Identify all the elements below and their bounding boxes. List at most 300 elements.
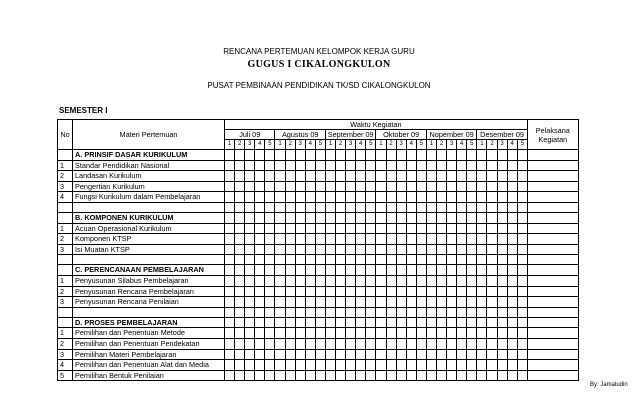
week-cell [487,181,497,192]
week-cell [336,328,346,339]
week-cell [467,181,477,192]
pelaksana-cell [527,160,578,171]
week-cell [487,202,497,212]
week-cell [487,286,497,297]
week-cell [265,370,275,381]
week-cell [346,150,356,161]
week-cell [275,150,285,161]
item-number: 3 [58,244,73,255]
week-cell [477,202,487,212]
week-cell [467,202,477,212]
week-number: 5 [517,140,527,150]
week-cell [447,297,457,308]
week-cell [497,202,507,212]
week-cell [376,255,386,265]
week-cell [457,349,467,360]
week-cell [517,360,527,371]
week-cell [285,160,295,171]
week-cell [315,360,325,371]
spacer-row [58,202,579,212]
week-cell [275,317,285,328]
week-cell [477,171,487,182]
week-cell [245,150,255,161]
week-cell [517,307,527,317]
week-cell [336,275,346,286]
week-cell [366,150,376,161]
week-cell [265,275,275,286]
week-cell [376,297,386,308]
week-cell [406,160,416,171]
week-cell [406,328,416,339]
week-cell [507,338,517,349]
week-cell [386,202,396,212]
week-cell [235,171,245,182]
week-cell [225,160,235,171]
week-cell [245,275,255,286]
week-cell [235,328,245,339]
week-cell [235,234,245,245]
week-cell [235,317,245,328]
week-cell [436,307,446,317]
week-cell [315,171,325,182]
week-cell [346,307,356,317]
week-cell [285,244,295,255]
week-cell [225,171,235,182]
week-cell [487,223,497,234]
week-cell [245,171,255,182]
week-cell [295,244,305,255]
week-cell [426,286,436,297]
week-cell [507,192,517,203]
week-cell [225,286,235,297]
week-cell [356,202,366,212]
week-number: 1 [376,140,386,150]
week-cell [507,275,517,286]
week-cell [517,234,527,245]
week-cell [517,328,527,339]
week-cell [467,275,477,286]
week-cell [436,338,446,349]
week-cell [315,255,325,265]
week-cell [507,234,517,245]
week-cell [305,223,315,234]
week-cell [325,150,335,161]
week-cell [295,234,305,245]
week-cell [396,181,406,192]
week-cell [517,212,527,223]
week-cell [346,192,356,203]
week-cell [406,349,416,360]
week-cell [396,360,406,371]
week-cell [457,192,467,203]
table-row [58,160,579,171]
week-cell [295,202,305,212]
week-cell [416,370,426,381]
week-cell [517,297,527,308]
week-cell [275,212,285,223]
week-cell [396,212,406,223]
week-cell [315,275,325,286]
week-cell [265,255,275,265]
week-cell [225,192,235,203]
week-cell [426,171,436,182]
week-cell [406,307,416,317]
pelaksana-cell [527,212,578,223]
week-cell [507,171,517,182]
week-cell [517,202,527,212]
week-cell [376,150,386,161]
week-cell [265,202,275,212]
week-cell [406,171,416,182]
week-cell [467,212,477,223]
week-cell [315,297,325,308]
week-cell [457,150,467,161]
doc-title: RENCANA PERTEMUAN KELOMPOK KERJA GURU [223,47,415,56]
section-title: B. KOMPONEN KURIKULUM [73,212,225,223]
week-cell [386,297,396,308]
table-row [58,234,579,245]
week-cell [315,160,325,171]
week-cell [366,338,376,349]
week-cell [235,150,245,161]
week-cell [467,265,477,276]
week-cell [487,297,497,308]
week-cell [376,202,386,212]
item-text: Pemilihan dan Penentuan Metode [73,328,225,339]
week-cell [275,181,285,192]
week-cell [295,265,305,276]
section-row [58,150,579,161]
pelaksana-cell [527,234,578,245]
week-number: 3 [447,140,457,150]
week-cell [416,328,426,339]
week-cell [305,349,315,360]
month-header: Nopember 09 [426,130,476,140]
week-cell [487,234,497,245]
week-cell [376,160,386,171]
week-cell [225,244,235,255]
week-cell [255,286,265,297]
week-cell [295,360,305,371]
week-cell [325,317,335,328]
week-cell [225,307,235,317]
week-cell [336,255,346,265]
week-cell [517,338,527,349]
spacer-row [58,255,579,265]
week-cell [447,212,457,223]
week-cell [265,317,275,328]
week-cell [245,360,255,371]
week-cell [457,370,467,381]
item-text: Penyusunan Rencana Pembelajaran [73,286,225,297]
week-cell [507,244,517,255]
week-cell [275,338,285,349]
week-cell [275,160,285,171]
week-cell [285,370,295,381]
week-cell [487,328,497,339]
schedule-table-body [58,150,579,381]
week-cell [447,275,457,286]
pelaksana-cell [527,181,578,192]
schedule-table [57,119,579,381]
section-row [58,265,579,276]
week-cell [376,212,386,223]
week-cell [386,265,396,276]
week-cell [305,275,315,286]
week-cell [497,192,507,203]
week-cell [477,307,487,317]
week-cell [497,150,507,161]
week-cell [285,286,295,297]
week-cell [396,255,406,265]
week-cell [497,255,507,265]
week-cell [346,360,356,371]
week-cell [285,192,295,203]
week-cell [436,349,446,360]
week-cell [436,171,446,182]
week-cell [396,297,406,308]
week-cell [245,265,255,276]
table-row [58,181,579,192]
week-cell [436,286,446,297]
week-cell [325,286,335,297]
week-cell [376,181,386,192]
week-cell [467,307,477,317]
week-cell [265,286,275,297]
week-cell [497,171,507,182]
schedule-table-header [58,120,579,150]
week-cell [507,181,517,192]
pelaksana-cell [527,307,578,317]
week-cell [447,192,457,203]
week-cell [426,255,436,265]
week-cell [426,192,436,203]
week-cell [386,160,396,171]
week-cell [305,171,315,182]
week-cell [255,223,265,234]
week-cell [487,192,497,203]
week-cell [467,192,477,203]
week-cell [366,234,376,245]
week-cell [305,328,315,339]
item-number: 2 [58,286,73,297]
week-cell [325,338,335,349]
week-cell [336,171,346,182]
week-cell [396,307,406,317]
week-cell [346,160,356,171]
no-cell [58,255,73,265]
week-cell [426,160,436,171]
month-header: Oktober 09 [376,130,426,140]
col-waktu-header: Waktu Kegiatan [225,120,528,130]
week-cell [255,307,265,317]
week-cell [305,265,315,276]
week-cell [356,234,366,245]
pelaksana-cell [527,255,578,265]
week-cell [386,317,396,328]
week-cell [376,275,386,286]
week-cell [436,244,446,255]
week-cell [235,265,245,276]
week-cell [336,181,346,192]
week-cell [477,160,487,171]
week-cell [386,181,396,192]
week-cell [235,370,245,381]
col-pelaksana-header: Pelaksana Kegiatan [527,120,578,150]
week-cell [235,244,245,255]
week-number: 2 [386,140,396,150]
week-cell [225,255,235,265]
month-header: September 09 [325,130,375,140]
week-cell [285,223,295,234]
materi-cell [73,307,225,317]
week-cell [436,265,446,276]
week-cell [467,150,477,161]
week-cell [487,150,497,161]
week-cell [356,212,366,223]
week-cell [517,192,527,203]
week-number: 5 [366,140,376,150]
week-cell [406,244,416,255]
week-cell [275,255,285,265]
week-cell [457,317,467,328]
week-cell [245,234,255,245]
week-number: 3 [396,140,406,150]
item-number: 2 [58,171,73,182]
week-number: 4 [356,140,366,150]
week-cell [285,275,295,286]
week-cell [325,275,335,286]
pelaksana-cell [527,286,578,297]
week-cell [507,255,517,265]
materi-cell [73,202,225,212]
week-cell [376,286,386,297]
week-cell [477,234,487,245]
week-cell [325,265,335,276]
week-cell [275,370,285,381]
week-cell [336,286,346,297]
week-cell [386,150,396,161]
week-cell [447,171,457,182]
week-cell [356,181,366,192]
week-cell [467,223,477,234]
week-cell [447,181,457,192]
week-cell [376,223,386,234]
week-cell [315,202,325,212]
week-cell [336,244,346,255]
week-cell [396,275,406,286]
week-cell [366,307,376,317]
week-number: 3 [497,140,507,150]
week-cell [467,255,477,265]
week-cell [315,349,325,360]
week-cell [275,234,285,245]
week-cell [235,212,245,223]
week-cell [295,255,305,265]
week-cell [325,307,335,317]
week-cell [235,202,245,212]
week-cell [285,317,295,328]
week-cell [225,275,235,286]
week-cell [336,338,346,349]
week-cell [255,192,265,203]
week-cell [315,328,325,339]
week-number: 1 [477,140,487,150]
week-cell [366,244,376,255]
week-cell [255,255,265,265]
week-cell [245,223,255,234]
week-cell [376,360,386,371]
week-cell [467,360,477,371]
week-cell [457,160,467,171]
week-cell [255,265,265,276]
week-cell [396,234,406,245]
week-cell [507,265,517,276]
week-cell [315,265,325,276]
week-cell [517,265,527,276]
week-cell [245,160,255,171]
materi-cell [73,255,225,265]
week-cell [235,360,245,371]
week-cell [346,223,356,234]
week-cell [225,297,235,308]
week-cell [507,150,517,161]
week-cell [336,150,346,161]
week-cell [356,338,366,349]
table-row [58,328,579,339]
week-cell [366,317,376,328]
week-cell [477,286,487,297]
week-cell [285,212,295,223]
week-cell [426,297,436,308]
week-number: 1 [225,140,235,150]
week-cell [406,202,416,212]
week-cell [436,370,446,381]
week-cell [467,349,477,360]
week-cell [346,349,356,360]
week-cell [366,202,376,212]
week-cell [225,265,235,276]
doc-organization: PUSAT PEMBINAAN PENDIDIKAN TK/SD CIKALONGKULON [207,81,431,90]
week-cell [315,317,325,328]
week-cell [285,338,295,349]
pelaksana-cell [527,202,578,212]
week-cell [406,317,416,328]
week-cell [295,317,305,328]
item-text: Fungsi Kurikulum dalam Pembelajaran [73,192,225,203]
week-cell [275,307,285,317]
week-cell [225,202,235,212]
week-cell [386,370,396,381]
week-cell [517,223,527,234]
header-row-1 [58,120,579,130]
week-cell [346,317,356,328]
week-cell [436,255,446,265]
week-cell [497,349,507,360]
week-cell [315,223,325,234]
pelaksana-cell [527,223,578,234]
week-cell [366,370,376,381]
week-cell [426,275,436,286]
week-cell [346,297,356,308]
week-cell [336,212,346,223]
week-cell [366,192,376,203]
week-cell [487,244,497,255]
week-cell [517,244,527,255]
table-row [58,171,579,182]
week-cell [416,244,426,255]
week-cell [356,360,366,371]
